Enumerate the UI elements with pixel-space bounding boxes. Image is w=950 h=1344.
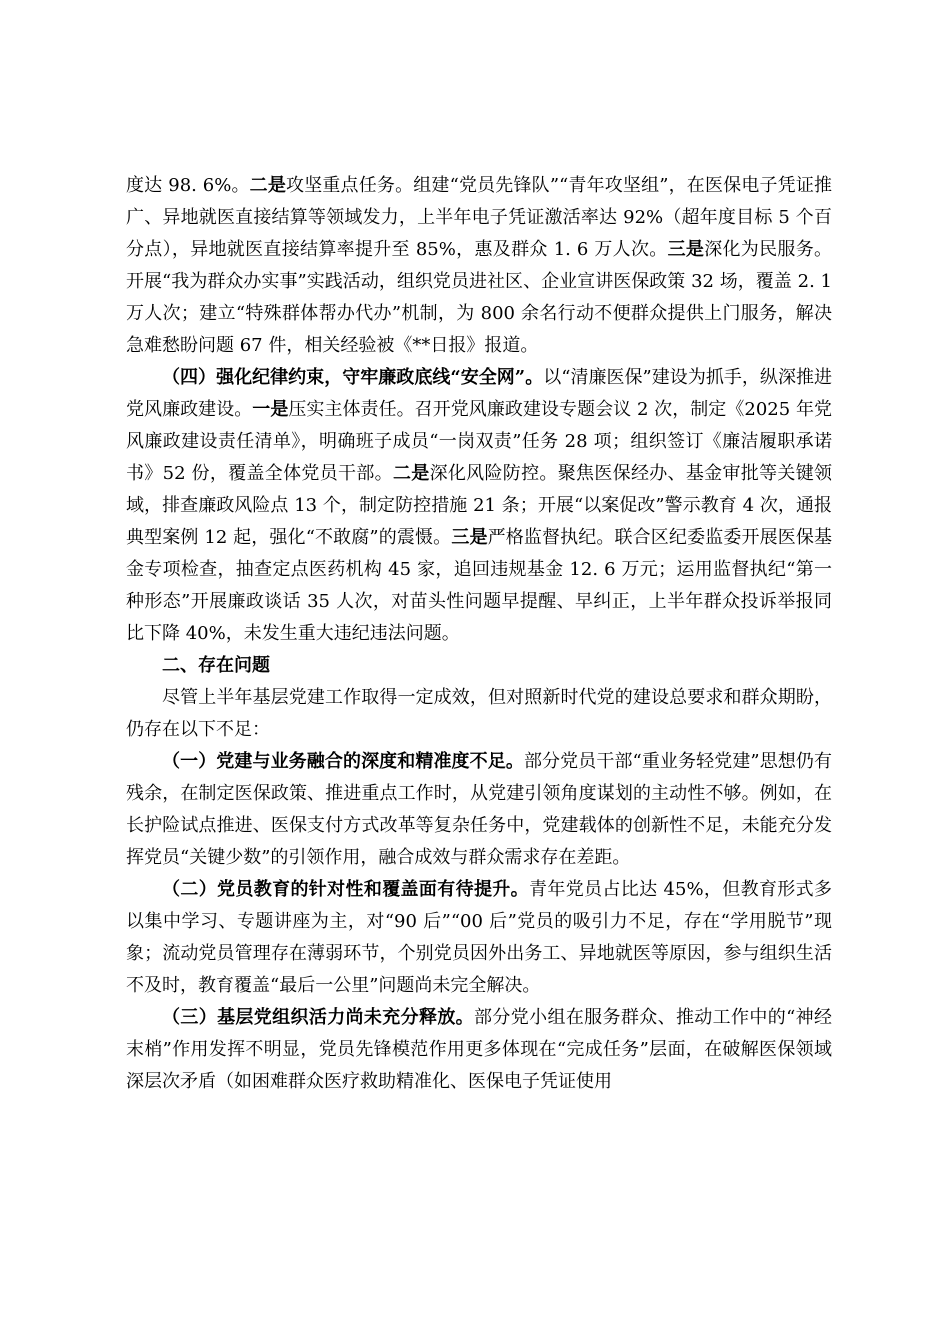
subheading-run: （二）党员教育的针对性和覆盖面有待提升。 [162, 879, 530, 900]
subheading-run: （一）党建与业务融合的深度和精准度不足。 [162, 751, 524, 772]
section-heading-problems [126, 650, 832, 682]
text-run: 青年党员占比达 45%，但教育形式多以集中学习、专题讲座为主，对“90 后”“00 后”党员的吸引力不足，存在“学用脱节”现象；流动党员管理存在薄弱环节，个别党员因外出务工、异地就医等原因，参与组织生活不及时，教育覆盖“最后一公里”问题尚未完全解决。 [126, 879, 833, 996]
paragraph-problem-3 [126, 1002, 832, 1098]
paragraph-problem-2 [126, 874, 832, 1002]
paragraph-problem-1 [126, 746, 832, 874]
bold-run: 三是 [451, 527, 488, 548]
text-run: 攻坚重点任务。组建“党员先锋队”“青年攻坚组”，在医保电子凭证推广、异地就医直接结算等领域发力，上半年电子凭证激活率达 92%（超年度目标 5 个百分点），异地就医直接结算率提升至 85%，惠及群众 1. 6 万人次。 [126, 175, 833, 260]
bold-run: 一是 [252, 399, 289, 420]
subheading-run: （三）基层党组织活力尚未充分释放。 [162, 1007, 475, 1028]
text-run: 度达 98. 6%。 [126, 175, 250, 196]
bold-run: 二是 [392, 463, 430, 484]
text-run: 以“清廉医保”建设为抓手，纵深推进党风廉政建设。 [126, 367, 832, 420]
document-body [126, 170, 832, 1098]
paragraph-problems-intro [126, 682, 832, 746]
text-run: 压实主体责任。召开党风廉政建设专题会议 2 次，制定《2025 年党风廉政建设责任清单》，明确班子成员“一岗双责”任务 28 项；组织签订《廉洁履职承诺书》52 份，覆盖全体党员干部。 [126, 399, 832, 484]
text-run: 尽管上半年基层党建工作取得一定成效，但对照新时代党的建设总要求和群众期盼，仍存在以下不足： [126, 687, 832, 740]
text-run: 部分党员干部“重业务轻党建”思想仍有残余，在制定医保政策、推进重点工作时，从党建引领角度谋划的主动性不够。例如，在长护险试点推进、医保支付方式改革等复杂任务中，党建载体的创新性不足，未能充分发挥党员“关键少数”的引领作用，融合成效与群众需求存在差距。 [126, 751, 833, 868]
text-run: 深化风险防控。聚焦医保经办、基金审批等关键领域，排查廉政风险点 13 个，制定防控措施 21 条；开展“以案促改”警示教育 4 次，通报典型案例 12 起，强化“不敢腐”的震慑。 [126, 463, 833, 548]
bold-run: 二是 [249, 175, 287, 196]
paragraph-discipline [126, 362, 832, 650]
section-heading-run: （四）强化纪律约束，守牢廉政底线“安全网”。 [162, 367, 544, 388]
heading-text: 二、存在问题 [162, 655, 270, 676]
text-run: 深化为民服务。开展“我为群众办实事”实践活动，组织党员进社区、企业宣讲医保政策 32 场，覆盖 2. 1 万人次；建立“特殊群体帮办代办”机制，为 800 余名行动不便群众提供上门服务，解决急难愁盼问题 67 件，相关经验被《**日报》报道。 [126, 239, 832, 356]
text-run: 严格监督执纪。联合区纪委监委开展医保基金专项检查，抽查定点医药机构 45 家，追回违规基金 12. 6 万元；运用监督执纪“第一种形态”开展廉政谈话 35 人次，对苗头性问题早提醒、早纠正，上半年群众投诉举报同比下降 40%，未发生重大违纪违法问题。 [126, 527, 833, 644]
bold-run: 三是 [667, 239, 705, 260]
paragraph-work-results-continued [126, 170, 832, 362]
text-run: 部分党小组在服务群众、推动工作中的“神经末梢”作用发挥不明显，党员先锋模范作用更多体现在“完成任务”层面，在破解医保领域深层次矛盾（如困难群众医疗救助精准化、医保电子凭证使用 [126, 1007, 833, 1092]
